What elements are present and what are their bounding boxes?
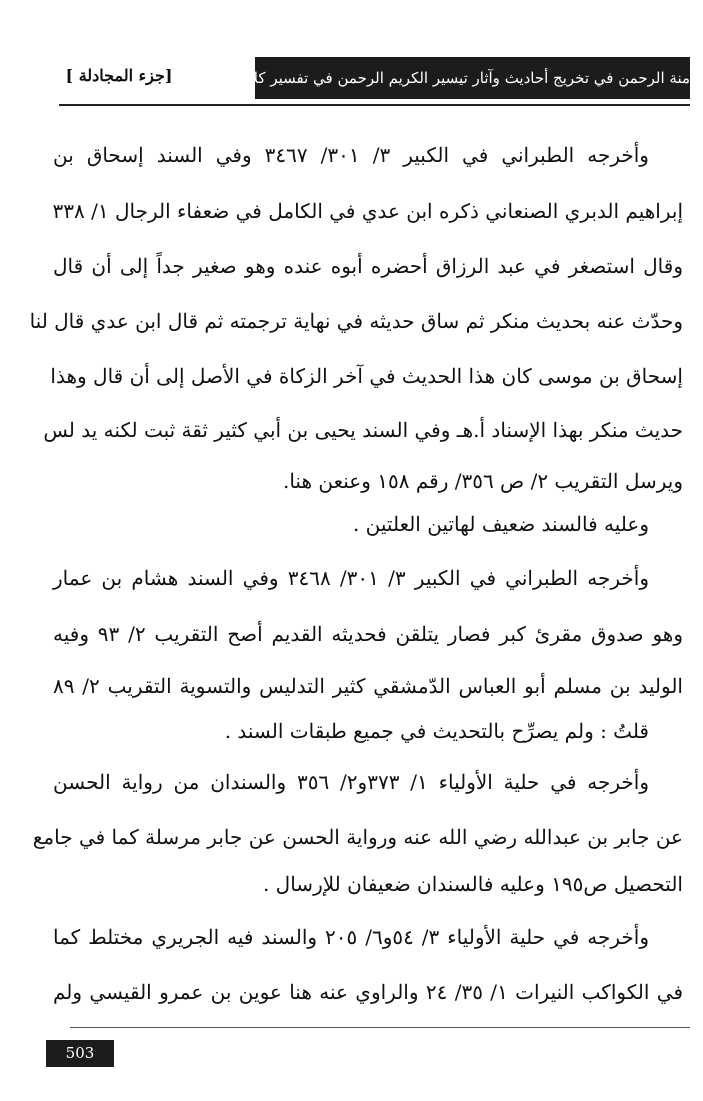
text-line: وعليه فالسند ضعيف لهاتين العلتين . [352,512,649,536]
footer-rule [70,1027,690,1028]
text-line: وقال استصغر في عبد الرزاق أحضره أبوه عنده وهو صغير جداً إلى أن قال [53,254,683,278]
text-line: الوليد بن مسلم أبو العباس الدّمشقي كثير التدليس والتسوية التقريب ٢/ ٨٩ [53,674,683,698]
text-line: وأخرجه في حلية الأولياء ٣/ ٥٤و٦/ ٢٠٥ والسند فيه الجريري مختلط كما [53,925,649,949]
book-title-banner: منة الرحمن في تخريج أحاديث وآثار تيسير الكريم الرحمن في تفسير كلام المنان [255,57,690,99]
text-line: إسحاق بن موسى كان هذا الحديث في آخر الزكاة في الأصل إلى أن قال وهذا [50,364,683,388]
page-number: 503 [46,1040,114,1067]
text-line: ويرسل التقريب ٢/ ص ٣٥٦/ رقم ١٥٨ وعنعن هنا. [282,469,683,493]
text-line: وحدّث عنه بحديث منكر ثم ساق حديثه في نهاية ترجمته ثم قال ابن عدي قال لنا [29,309,683,333]
text-line: إبراهيم الدبري الصنعاني ذكره ابن عدي في الكامل في ضعفاء الرجال ١/ ٣٣٨ [52,199,683,223]
text-line: وأخرجه الطبراني في الكبير ٣/ ٣٠١/ ٣٤٦٧ وفي السند إسحاق بن [53,143,649,167]
running-header [59,54,690,106]
text-line: التحصيل ص١٩٥ وعليه فالسندان ضعيفان للإرسال . [262,872,683,896]
text-line: قلتُ : ولم يصرِّح بالتحديث في جميع طبقات السند . [224,719,649,743]
text-line: وهو صدوق مقرئ كبر فصار يتلقن فحديثه القديم أصح التقريب ٢/ ٩٣ وفيه [53,622,683,646]
text-line: حديث منكر بهذا الإسناد أ.هـ وفي السند يحيى بن أبي كثير ثقة ثبت لكنه يد لس [43,418,683,442]
text-line: في الكواكب النيرات ١/ ٣٥/ ٢٤ والراوي عنه هنا عوين بن عمرو القيسي ولم [53,980,684,1004]
section-label: [جزء المجادلة ] [65,66,173,85]
text-line: وأخرجه في حلية الأولياء ١/ ٣٧٣و٢/ ٣٥٦ والسندان من رواية الحسن [53,770,649,794]
text-line: عن جابر بن عبدالله رضي الله عنه ورواية الحسن عن جابر مرسلة كما في جامع [32,825,683,849]
text-line: وأخرجه الطبراني في الكبير ٣/ ٣٠١/ ٣٤٦٨ وفي السند هشام بن عمار [53,566,649,590]
